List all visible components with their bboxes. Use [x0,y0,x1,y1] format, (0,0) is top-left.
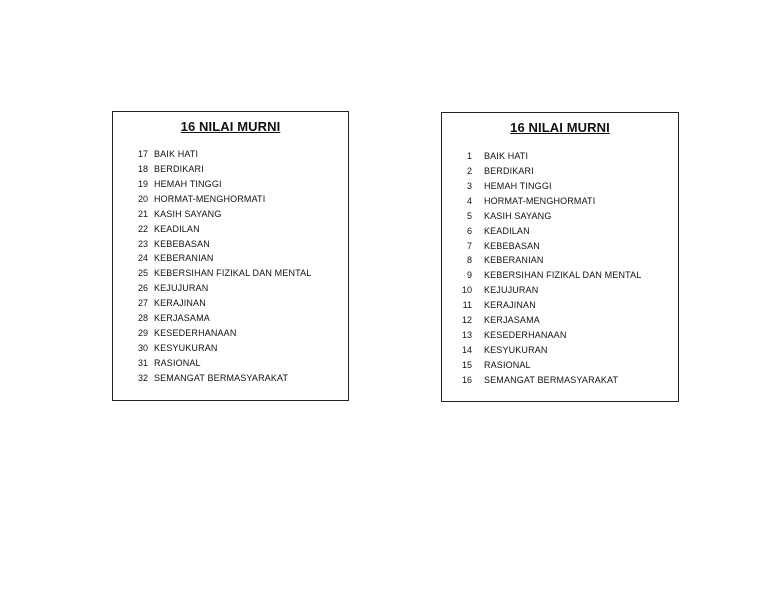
list-item [113,207,348,222]
item-number: 28 [137,313,148,324]
card-title: 16 NILAI MURNI [180,119,281,134]
list-item [442,194,678,209]
item-number: 13 [461,330,472,341]
list-item [113,356,348,371]
item-label: KEBERANIAN [154,253,214,264]
list-item [442,313,678,328]
item-label: KEJUJURAN [484,285,539,296]
item-number: 32 [137,372,148,383]
item-number: 29 [137,328,148,339]
list-item [113,222,348,237]
item-number: 1 [466,151,472,161]
item-label: KEBERSIHAN FIZIKAL DAN MENTAL [154,268,312,279]
list-item [442,239,678,254]
item-label: KEBERSIHAN FIZIKAL DAN MENTAL [484,270,642,281]
item-number: 12 [461,315,472,326]
list-item [442,373,678,388]
item-number: 22 [137,223,148,234]
item-number: 23 [137,238,148,249]
list-item [113,147,348,162]
list-item [442,149,678,164]
item-number: 18 [137,163,148,174]
item-label: KERJASAMA [484,315,540,326]
nilai-murni-card-left [112,111,349,401]
item-label: KEADILAN [154,223,200,234]
item-number: 21 [137,208,148,219]
item-label: SEMANGAT BERMASYARAKAT [154,372,289,383]
list-item [442,253,678,268]
item-number: 27 [137,298,148,309]
list-item [442,209,678,224]
item-label: KEBEBASAN [154,238,210,249]
item-list [113,147,348,386]
item-label: KEBERANIAN [484,255,544,266]
item-label: KESEDERHANAAN [484,330,567,341]
item-number: 3 [466,180,472,191]
item-number: 24 [137,253,148,264]
item-number: 7 [466,240,472,251]
item-list [442,149,678,388]
nilai-murni-card-right [441,112,679,402]
item-number: 8 [466,255,472,266]
item-number: 19 [137,178,148,189]
item-label: HEMAH TINGGI [484,180,552,191]
item-number: 9 [466,270,472,281]
list-item [113,177,348,192]
item-label: BERDIKARI [484,165,534,176]
item-label: BAIK HATI [484,151,529,161]
item-number: 5 [466,210,472,221]
item-label: KERAJINAN [484,300,536,311]
list-item [442,328,678,343]
item-number: 20 [137,193,148,204]
list-item [442,358,678,373]
item-number: 31 [137,357,148,368]
list-item [442,268,678,283]
item-label: KESYUKURAN [154,342,218,353]
list-item [442,164,678,179]
item-label: KESEDERHANAAN [154,328,237,339]
item-number: 15 [461,359,472,370]
list-item [113,326,348,341]
list-item [113,251,348,266]
list-item [113,311,348,326]
list-item [113,296,348,311]
item-number: 16 [461,374,472,385]
item-label: KASIH SAYANG [484,210,552,221]
item-number: 10 [461,285,472,296]
card-title: 16 NILAI MURNI [510,120,610,135]
item-number: 30 [137,342,148,353]
list-item [442,224,678,239]
item-label: KERAJINAN [154,298,206,309]
item-label: HORMAT-MENGHORMATI [154,193,266,204]
item-label: RASIONAL [484,359,531,370]
item-label: BERDIKARI [154,163,204,174]
item-label: SEMANGAT BERMASYARAKAT [484,374,619,385]
item-label: KESYUKURAN [484,344,548,355]
list-item [442,298,678,313]
item-label: RASIONAL [154,357,201,368]
item-number: 11 [462,300,472,311]
item-number: 2 [466,165,472,176]
list-item [113,192,348,207]
item-number: 14 [461,344,472,355]
list-item [442,179,678,194]
list-item [113,341,348,356]
item-label: KEBEBASAN [484,240,540,251]
item-number: 26 [137,283,148,294]
list-item [442,283,678,298]
list-item [113,237,348,252]
list-item [113,281,348,296]
list-item [113,266,348,281]
item-label: HORMAT-MENGHORMATI [484,195,596,206]
item-label: HEMAH TINGGI [154,178,222,189]
list-item [113,162,348,177]
list-item [442,343,678,358]
item-label: KEADILAN [484,225,530,236]
item-number: 17 [137,149,148,159]
item-number: 6 [466,225,472,236]
item-label: KERJASAMA [154,313,210,324]
item-number: 4 [466,195,472,206]
item-label: KASIH SAYANG [154,208,222,219]
item-label: BAIK HATI [154,149,199,159]
list-item [113,371,348,386]
item-number: 25 [137,268,148,279]
item-label: KEJUJURAN [154,283,209,294]
